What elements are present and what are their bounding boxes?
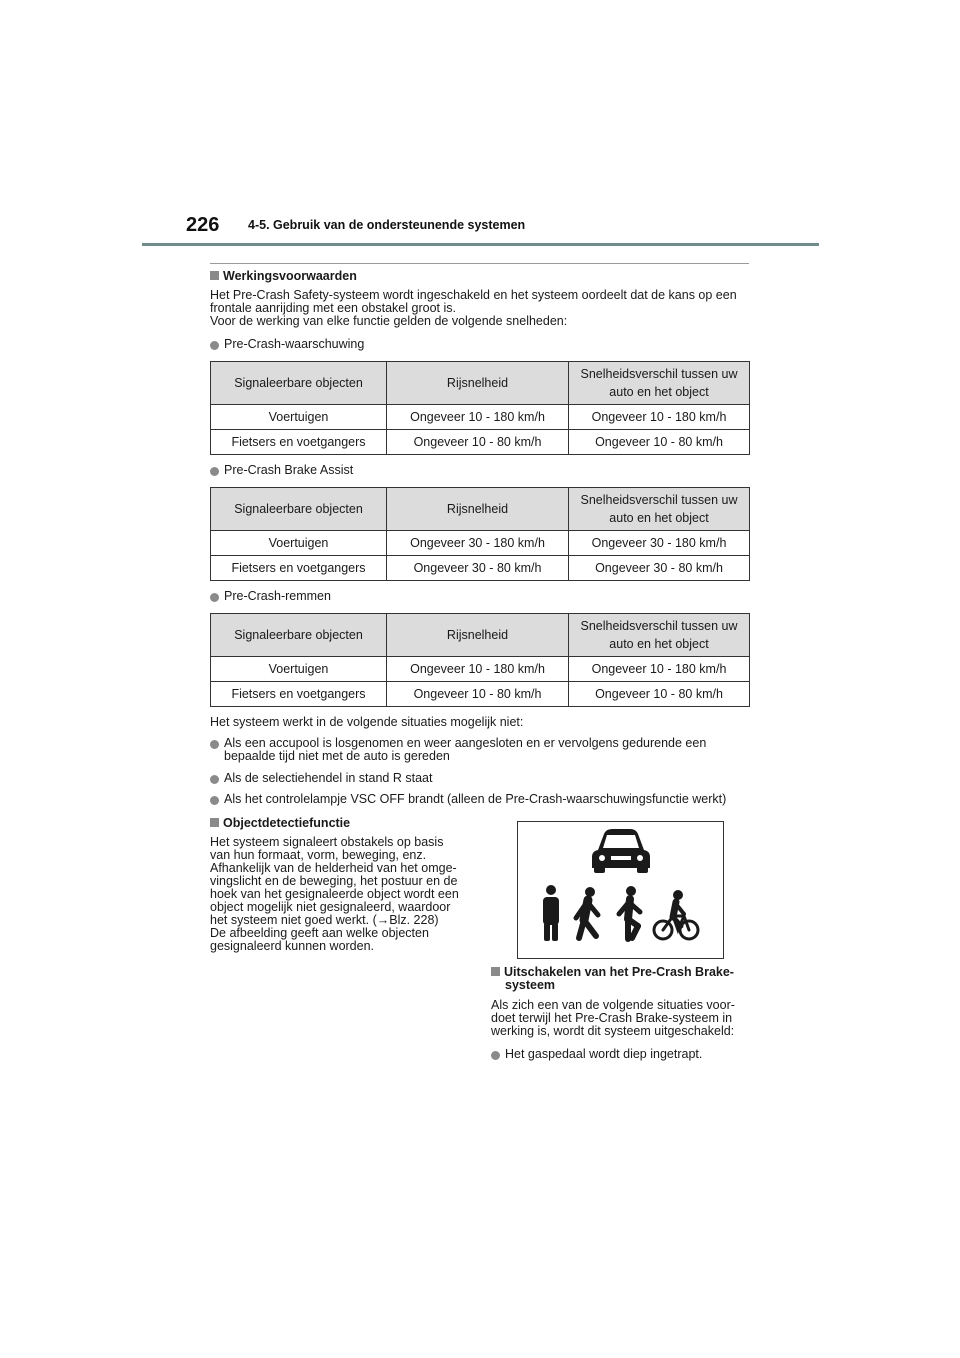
not-working-item — [210, 793, 726, 806]
body-line: doet terwijl het Pre-Crash Brake-systeem in — [491, 1011, 733, 1025]
header-cell: Signaleerbare objecten — [211, 362, 387, 405]
running-person-icon — [619, 886, 640, 939]
item-line: bepaalde tijd niet met de auto is gereden — [224, 749, 450, 763]
disable-bullet — [491, 1048, 702, 1061]
table-cell: Fietsers en voetgangers — [211, 430, 387, 455]
circle-bullet-icon — [210, 775, 219, 784]
table-header-row — [211, 488, 750, 531]
header-line: auto en het object — [609, 511, 709, 525]
walking-person-icon — [576, 887, 598, 938]
table-title-text: Pre-Crash-waarschuwing — [224, 337, 365, 351]
table-row — [211, 531, 750, 556]
header-line: auto en het object — [609, 637, 709, 651]
disable-heading-line: systeem — [505, 978, 556, 992]
header-cell: Signaleerbare objecten — [211, 488, 387, 531]
item-line: Als een accupool is losgenomen en weer aangesloten en er vervolgens gedurende een — [224, 736, 707, 750]
table-cell: Fietsers en voetgangers — [211, 682, 387, 707]
body-line: object mogelijk niet gesignaleerd, waardoor — [210, 900, 451, 914]
conditions-heading-text: Werkingsvoorwaarden — [223, 269, 357, 283]
section-divider — [210, 263, 749, 264]
not-working-intro: Het systeem werkt in de volgende situaties mogelijk niet: — [210, 715, 524, 729]
section-title: 4-5. Gebruik van de ondersteunende systemen — [248, 218, 526, 232]
table-row — [211, 430, 750, 455]
table-header-row — [211, 362, 750, 405]
table-cell: Ongeveer 30 - 180 km/h — [569, 531, 750, 556]
conditions-intro — [210, 289, 737, 328]
body-line: het systeem niet goed werkt. (→Blz. 228) — [210, 913, 439, 927]
disable-heading-line: Uitschakelen van het Pre-Crash Brake- — [504, 965, 734, 979]
body-line: gesignaleerd kunnen worden. — [210, 939, 375, 953]
header-cell: Rijsnelheid — [387, 362, 569, 405]
intro-line: Voor de werking van elke functie gelden de volgende snelheden: — [210, 314, 568, 328]
not-working-item — [210, 772, 432, 785]
table-cell: Voertuigen — [211, 657, 387, 682]
circle-bullet-icon — [210, 796, 219, 805]
header-rule — [142, 243, 819, 246]
table-title-braking — [210, 590, 331, 603]
table-row — [211, 682, 750, 707]
circle-bullet-icon — [210, 467, 219, 476]
car-icon — [592, 829, 650, 873]
circle-bullet-icon — [210, 341, 219, 350]
speed-table-brake-assist — [210, 487, 750, 581]
body-line: Afhankelijk van de helderheid van het omge- — [210, 861, 457, 875]
circle-bullet-icon — [210, 740, 219, 749]
header-line: Snelheidsverschil tussen uw — [580, 367, 738, 381]
item-line: Als de selectiehendel in stand R staat — [224, 771, 433, 785]
header-cell — [569, 614, 750, 657]
page-number: 226 — [186, 214, 220, 236]
table-cell: Voertuigen — [211, 405, 387, 430]
header-line: Snelheidsverschil tussen uw — [580, 493, 738, 507]
header-cell: Rijsnelheid — [387, 488, 569, 531]
body-line: vingslicht en de beweging, het postuur en de — [210, 874, 458, 888]
header-line: auto en het object — [609, 385, 709, 399]
table-cell: Fietsers en voetgangers — [211, 556, 387, 581]
circle-bullet-icon — [210, 593, 219, 602]
body-line: van hun formaat, vorm, beweging, enz. — [210, 848, 427, 862]
disable-body — [491, 999, 735, 1038]
table-row — [211, 556, 750, 581]
square-bullet-icon — [210, 818, 219, 827]
circle-bullet-icon — [491, 1051, 500, 1060]
intro-line: frontale aanrijding met een obstakel groot is. — [210, 301, 456, 315]
body-line: De afbeelding geeft aan welke objecten — [210, 926, 429, 940]
table-cell: Ongeveer 10 - 80 km/h — [569, 682, 750, 707]
header-cell — [569, 362, 750, 405]
conditions-heading — [210, 269, 357, 283]
table-cell: Voertuigen — [211, 531, 387, 556]
body-line: hoek van het gesignaleerde object wordt een — [210, 887, 459, 901]
body-line: Als zich een van de volgende situaties voor- — [491, 998, 735, 1012]
intro-line: Het Pre-Crash Safety-systeem wordt ingeschakeld en het systeem oordeelt dat de kans op een — [210, 288, 737, 302]
not-working-item — [210, 737, 706, 763]
item-line: Als het controlelampje VSC OFF brandt (alleen de Pre-Crash-waarschuwingsfunctie werkt) — [224, 792, 727, 806]
speed-table-warning — [210, 361, 750, 455]
square-bullet-icon — [210, 271, 219, 280]
table-cell: Ongeveer 10 - 180 km/h — [387, 405, 569, 430]
object-detection-heading-text: Objectdetectiefunctie — [223, 816, 351, 830]
table-title-warning — [210, 338, 364, 351]
header-line: Snelheidsverschil tussen uw — [580, 619, 738, 633]
object-detection-heading — [210, 816, 350, 830]
table-cell: Ongeveer 10 - 180 km/h — [569, 405, 750, 430]
cyclist-icon — [654, 890, 698, 939]
header-cell: Signaleerbare objecten — [211, 614, 387, 657]
table-title-text: Pre-Crash-remmen — [224, 589, 331, 603]
detectable-objects-illustration — [518, 822, 723, 958]
body-line: Het systeem signaleert obstakels op basis — [210, 835, 444, 849]
table-row — [211, 657, 750, 682]
body-line: werking is, wordt dit systeem uitgeschakeld: — [491, 1024, 735, 1038]
table-cell: Ongeveer 30 - 80 km/h — [569, 556, 750, 581]
bullet-text: Het gaspedaal wordt diep ingetrapt. — [505, 1047, 703, 1061]
table-row — [211, 405, 750, 430]
table-header-row — [211, 614, 750, 657]
header-cell — [569, 488, 750, 531]
disable-heading — [491, 966, 734, 992]
table-cell: Ongeveer 10 - 180 km/h — [387, 657, 569, 682]
table-cell: Ongeveer 10 - 80 km/h — [387, 682, 569, 707]
table-cell: Ongeveer 10 - 180 km/h — [569, 657, 750, 682]
table-title-text: Pre-Crash Brake Assist — [224, 463, 354, 477]
table-cell: Ongeveer 10 - 80 km/h — [387, 430, 569, 455]
object-detection-body — [210, 836, 480, 953]
square-bullet-icon — [491, 967, 500, 976]
detectable-objects-figure — [517, 821, 724, 959]
table-title-brake-assist — [210, 464, 353, 477]
table-cell: Ongeveer 30 - 180 km/h — [387, 531, 569, 556]
table-cell: Ongeveer 30 - 80 km/h — [387, 556, 569, 581]
header-cell: Rijsnelheid — [387, 614, 569, 657]
speed-table-braking — [210, 613, 750, 707]
standing-person-icon — [543, 885, 559, 941]
table-cell: Ongeveer 10 - 80 km/h — [569, 430, 750, 455]
